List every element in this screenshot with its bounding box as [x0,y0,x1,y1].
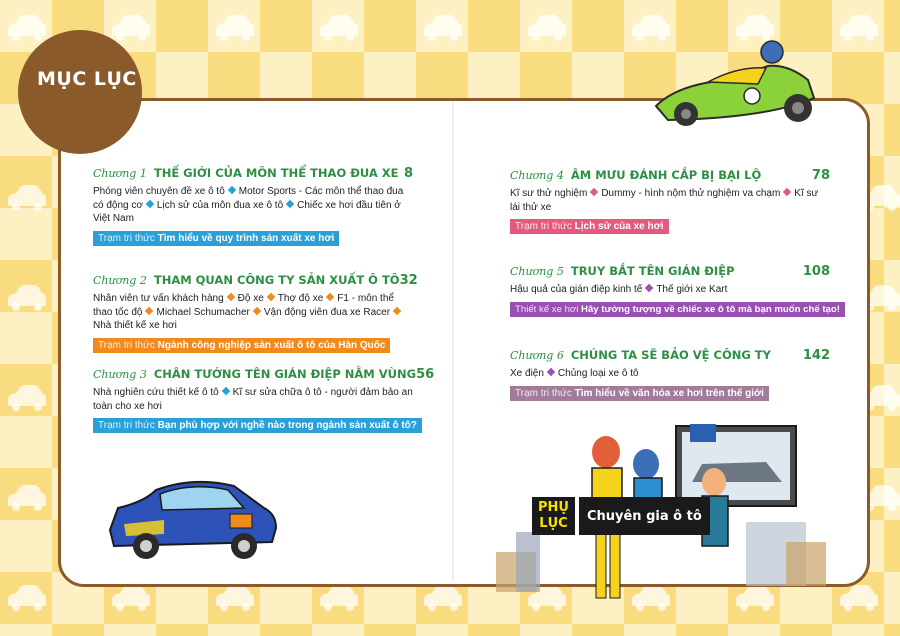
chapter-page-number: 8 [403,166,413,181]
chapter-label: Chương 1 [93,167,147,180]
diamond-bullet-icon [393,306,401,314]
diamond-bullet-icon [267,293,275,301]
diamond-bullet-icon [226,293,234,301]
appendix-section[interactable] [532,497,710,535]
chapter-topics: Phóng viên chuyên đề xe ô tô Motor Sports - Các môn thể thao đua có động cơ Lịch sử của môn đua xe ô tô Chiếc xe hơi đầu tiên ở Việt Nam [93,186,404,224]
chapter-2[interactable] [93,273,418,353]
knowledge-bar: Trạm tri thức Ngành công nghiệp sản xuất ô tô của Hàn Quốc [93,338,390,353]
chapter-page-number: 142 [802,348,830,363]
knowledge-bar: Trạm tri thức Tìm hiểu về quy trình sản xuất xe hơi [93,231,339,246]
chapter-label: Chương 3 [93,368,147,381]
rally-car-illustration [104,468,284,564]
appendix-badge: PHỤ LỤC [532,497,575,535]
race-car-illustration [648,36,818,132]
chapter-title: ÂM MƯU ĐÁNH CẮP BỊ BẠI LỘ [570,168,762,182]
chapter-page-number: 108 [802,264,830,279]
knowledge-bar: Trạm tri thức Lịch sử của xe hơi [510,219,669,234]
chapter-title: TRUY BẮT TÊN GIÁN ĐIỆP [570,264,735,278]
book-spine [452,101,454,581]
chapter-topics: Hậu quả của gián điệp kinh tế Thế giới xe Kart [510,284,728,295]
diamond-bullet-icon [547,368,555,376]
chapter-label: Chương 6 [510,349,564,362]
diamond-bullet-icon [228,186,236,194]
chapter-topics: Nhân viên tư vấn khách hàng Độ xe Thợ độ xe F1 - môn thể thao tốc độ Michael Schumacher Vận động viên đua xe RacerNhà thiết kế xe hơi [93,292,413,333]
diamond-bullet-icon [146,199,154,207]
chapter-page-number: 56 [416,367,435,382]
diamond-bullet-icon [590,188,598,196]
chapter-1[interactable] [93,166,413,246]
chapter-4[interactable] [510,168,830,234]
chapter-label: Chương 4 [510,169,564,182]
chapter-page-number: 78 [811,168,830,183]
toc-title: MỤC LỤC [37,68,137,90]
diamond-bullet-icon [253,306,261,314]
diamond-bullet-icon [326,293,334,301]
diamond-bullet-icon [145,306,153,314]
chapter-title: CHÚNG TA SẼ BẢO VỆ CÔNG TY [570,348,771,362]
design-bar: Thiết kế xe hơi Hãy tưởng tượng về chiếc xe ô tô mà bạn muốn chế tạo! [510,302,845,317]
chapter-label: Chương 5 [510,265,564,278]
knowledge-bar: Trạm tri thức Tìm hiểu về văn hóa xe hơi trên thế giới [510,386,769,401]
toc-badge [18,30,142,154]
diamond-bullet-icon [286,199,294,207]
appendix-title: Chuyên gia ô tô [579,497,710,535]
chapter-page-number: 32 [399,273,418,288]
diamond-bullet-icon [645,284,653,292]
chapter-title: CHÂN TƯỚNG TÊN GIÁN ĐIỆP NẰM VÙNG [153,367,417,381]
chapter-title: THẾ GIỚI CỦA MÔN THỂ THAO ĐUA XE [153,166,399,180]
chapter-6[interactable] [510,348,830,401]
diamond-bullet-icon [783,188,791,196]
chapter-topics: Xe điện Chủng loại xe ô tô [510,368,639,379]
chapter-3[interactable] [93,367,435,433]
chapter-title: THAM QUAN CÔNG TY SẢN XUẤT Ô TÔ [153,273,400,287]
chapter-topics: Kĩ sư thử nghiệm Dummy - hình nộm thử nghiệm va chạm Kĩ sư lái thử xe [510,188,819,213]
diamond-bullet-icon [221,387,229,395]
chapter-topics: Nhà nghiên cứu thiết kế ô tô Kĩ sư sửa chữa ô tô - người đảm bảo an toàn cho xe hơi [93,387,413,412]
chapter-5[interactable] [510,264,840,317]
chapter-label: Chương 2 [93,274,147,287]
knowledge-bar: Trạm tri thức Bạn phù hợp với nghề nào trong ngành sản xuất ô tô? [93,418,422,433]
